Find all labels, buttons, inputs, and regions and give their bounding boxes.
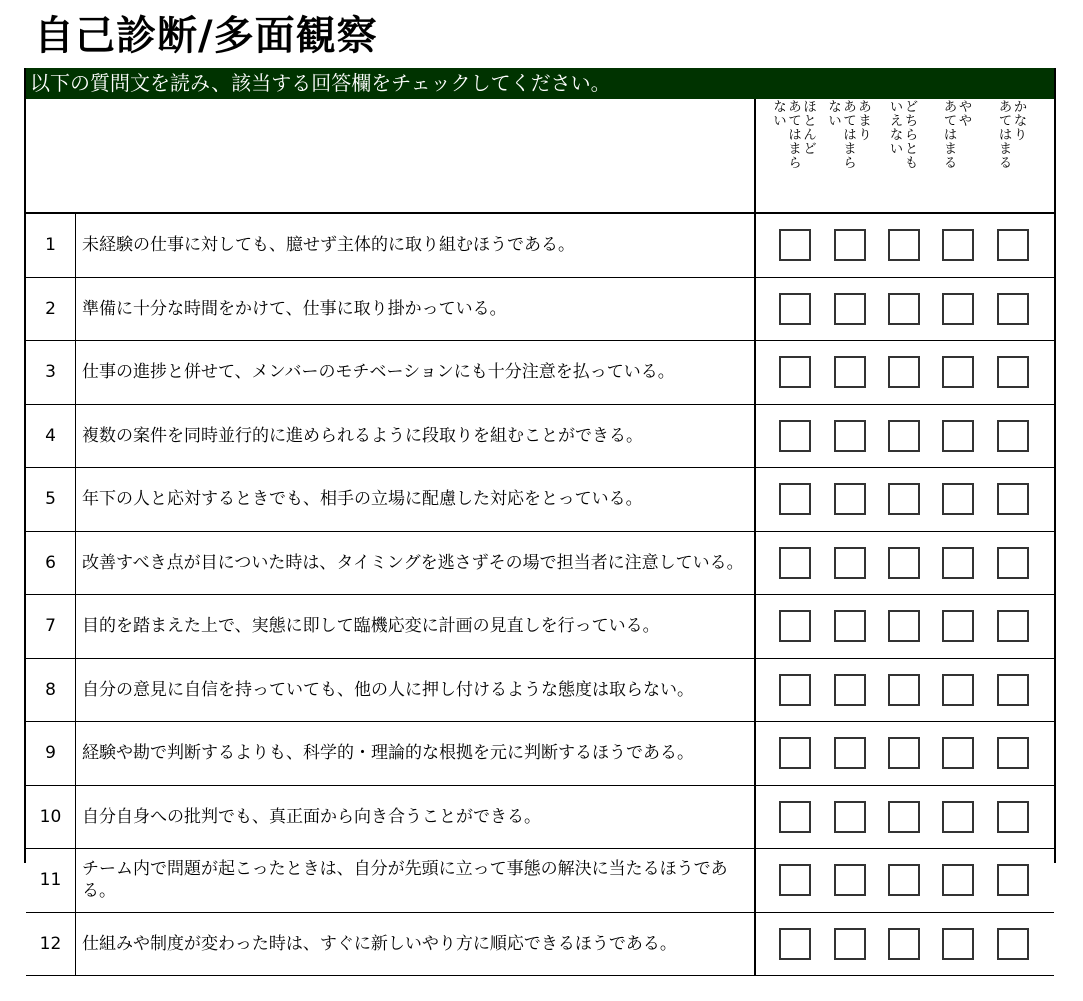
- option-header-line: ど ち ら と も: [904, 100, 918, 171]
- option-header-line: な い: [828, 100, 842, 129]
- answer-checkbox-5[interactable]: [997, 864, 1029, 896]
- question-text-label: 年下の人と応対するときでも、相手の立場に配慮した対応をとっている。: [82, 489, 643, 510]
- question-text: [82, 913, 754, 976]
- answer-checkbox-5[interactable]: [997, 674, 1029, 706]
- option-header-line: や や: [958, 100, 972, 129]
- question-number: 8: [26, 659, 76, 722]
- option-header-line: あ て は ま ら: [788, 100, 802, 171]
- answer-checkbox-1[interactable]: [779, 420, 811, 452]
- question-row: [26, 786, 1054, 850]
- answer-checkbox-5[interactable]: [997, 928, 1029, 960]
- question-number: 4: [26, 405, 76, 468]
- option-header-2: [825, 101, 875, 213]
- answer-checkbox-5[interactable]: [997, 483, 1029, 515]
- answer-checkbox-4[interactable]: [942, 864, 974, 896]
- option-header-line: あ て は ま る: [943, 100, 957, 171]
- answer-checkbox-1[interactable]: [779, 547, 811, 579]
- page-title: 自己診断/多面観察: [34, 13, 378, 59]
- option-header-5: [988, 101, 1038, 213]
- answer-checkbox-2[interactable]: [834, 483, 866, 515]
- answer-divider: [754, 532, 756, 595]
- answer-checkbox-2[interactable]: [834, 801, 866, 833]
- answer-divider: [754, 278, 756, 341]
- answer-checkbox-4[interactable]: [942, 674, 974, 706]
- answer-checkbox-1[interactable]: [779, 610, 811, 642]
- answer-checkbox-4[interactable]: [942, 293, 974, 325]
- answer-checkbox-1[interactable]: [779, 229, 811, 261]
- option-header-line: な い: [773, 100, 787, 129]
- question-row: [26, 278, 1054, 342]
- question-number: 6: [26, 532, 76, 595]
- answer-checkbox-4[interactable]: [942, 483, 974, 515]
- question-row: [26, 849, 1054, 913]
- option-header-4: [933, 101, 983, 213]
- question-list: [26, 214, 1054, 976]
- option-header-line: い え な い: [889, 100, 903, 157]
- answer-checkbox-2[interactable]: [834, 674, 866, 706]
- question-text-label: 準備に十分な時間をかけて、仕事に取り掛かっている。: [82, 298, 507, 319]
- question-text: [82, 214, 754, 277]
- answer-divider: [754, 659, 756, 722]
- answer-checkbox-5[interactable]: [997, 356, 1029, 388]
- answer-checkbox-4[interactable]: [942, 737, 974, 769]
- answer-divider: [754, 405, 756, 468]
- answer-checkbox-5[interactable]: [997, 547, 1029, 579]
- answer-checkbox-1[interactable]: [779, 293, 811, 325]
- answer-divider: [754, 849, 756, 912]
- answer-checkbox-5[interactable]: [997, 420, 1029, 452]
- option-header-line: あ ま り: [858, 100, 872, 143]
- question-row: [26, 214, 1054, 278]
- survey-table: [24, 68, 1056, 954]
- question-text: [82, 786, 754, 849]
- answer-checkbox-5[interactable]: [997, 801, 1029, 833]
- question-row: [26, 532, 1054, 596]
- answer-checkbox-2[interactable]: [834, 293, 866, 325]
- answer-divider: [754, 786, 756, 849]
- question-row: [26, 595, 1054, 659]
- question-row: [26, 722, 1054, 786]
- answer-checkbox-1[interactable]: [779, 483, 811, 515]
- question-text-label: 自分自身への批判でも、真正面から向き合うことができる。: [82, 806, 541, 827]
- question-row: [26, 341, 1054, 405]
- answer-checkbox-4[interactable]: [942, 928, 974, 960]
- option-header-3: [879, 101, 929, 213]
- answer-checkbox-2[interactable]: [834, 864, 866, 896]
- answer-divider: [754, 214, 756, 277]
- answer-divider: [754, 722, 756, 785]
- question-row: [26, 405, 1054, 469]
- answer-checkbox-1[interactable]: [779, 928, 811, 960]
- answer-checkbox-2[interactable]: [834, 928, 866, 960]
- question-text: [82, 341, 754, 404]
- answer-divider: [754, 595, 756, 658]
- answer-checkbox-5[interactable]: [997, 229, 1029, 261]
- header-divider: [754, 99, 756, 212]
- option-header-row: [26, 99, 1054, 214]
- answer-checkbox-5[interactable]: [997, 737, 1029, 769]
- question-text-label: チーム内で問題が起こったときは、自分が先頭に立って事態の解決に当たるほうである。: [82, 859, 728, 902]
- answer-checkbox-3[interactable]: [888, 420, 920, 452]
- question-number: 5: [26, 468, 76, 531]
- answer-checkbox-3[interactable]: [888, 229, 920, 261]
- answer-checkbox-2[interactable]: [834, 356, 866, 388]
- question-text-label: 目的を踏まえた上で、実態に即して臨機応変に計画の見直しを行っている。: [82, 616, 660, 637]
- answer-checkbox-3[interactable]: [888, 737, 920, 769]
- question-text: [82, 849, 754, 912]
- answer-checkbox-1[interactable]: [779, 674, 811, 706]
- question-text: [82, 405, 754, 468]
- answer-divider: [754, 913, 756, 976]
- question-text: [82, 468, 754, 531]
- question-number: 12: [26, 913, 76, 976]
- question-row: [26, 913, 1054, 977]
- option-header-1: [770, 101, 820, 213]
- question-row: [26, 468, 1054, 532]
- answer-checkbox-3[interactable]: [888, 928, 920, 960]
- answer-checkbox-3[interactable]: [888, 293, 920, 325]
- question-text: [82, 278, 754, 341]
- question-text-label: 改善すべき点が目についた時は、タイミングを逃さずその場で担当者に注意している。: [82, 552, 744, 573]
- question-text-label: 自分の意見に自信を持っていても、他の人に押し付けるような態度は取らない。: [82, 679, 694, 700]
- answer-checkbox-2[interactable]: [834, 737, 866, 769]
- question-text-label: 複数の案件を同時並行的に進められるように段取りを組むことができる。: [82, 425, 643, 446]
- question-number: 3: [26, 341, 76, 404]
- answer-divider: [754, 341, 756, 404]
- question-number: 9: [26, 722, 76, 785]
- answer-checkbox-3[interactable]: [888, 674, 920, 706]
- question-text-label: 未経験の仕事に対しても、臆せず主体的に取り組むほうである。: [82, 235, 575, 256]
- answer-checkbox-1[interactable]: [779, 864, 811, 896]
- option-header-line: あ て は ま る: [998, 100, 1012, 171]
- answer-checkbox-1[interactable]: [779, 737, 811, 769]
- answer-checkbox-4[interactable]: [942, 229, 974, 261]
- question-number: 7: [26, 595, 76, 658]
- question-number: 1: [26, 214, 76, 277]
- question-number: 2: [26, 278, 76, 341]
- answer-checkbox-3[interactable]: [888, 801, 920, 833]
- option-header-line: あ て は ま ら: [843, 100, 857, 171]
- answer-checkbox-3[interactable]: [888, 356, 920, 388]
- option-header-line: ほ と ん ど: [803, 100, 817, 157]
- question-text-label: 仕事の進捗と併せて、メンバーのモチベーションにも十分注意を払っている。: [82, 362, 675, 383]
- question-row: [26, 659, 1054, 723]
- answer-checkbox-3[interactable]: [888, 864, 920, 896]
- question-text: [82, 595, 754, 658]
- question-text: [82, 532, 754, 595]
- answer-checkbox-4[interactable]: [942, 801, 974, 833]
- question-number: 11: [26, 849, 76, 912]
- question-text-label: 仕組みや制度が変わった時は、すぐに新しいやり方に順応できるほうである。: [82, 933, 677, 954]
- answer-checkbox-3[interactable]: [888, 483, 920, 515]
- answer-checkbox-5[interactable]: [997, 293, 1029, 325]
- answer-checkbox-4[interactable]: [942, 356, 974, 388]
- question-text: [82, 722, 754, 785]
- answer-checkbox-2[interactable]: [834, 610, 866, 642]
- question-text-label: 経験や勘で判断するよりも、科学的・理論的な根拠を元に判断するほうである。: [82, 743, 694, 764]
- instruction-bar: 以下の質問文を読み、該当する回答欄をチェックしてください。: [26, 68, 1054, 99]
- answer-divider: [754, 468, 756, 531]
- answer-checkbox-4[interactable]: [942, 610, 974, 642]
- question-text: [82, 659, 754, 722]
- answer-checkbox-5[interactable]: [997, 610, 1029, 642]
- option-header-line: か な り: [1013, 100, 1027, 143]
- answer-checkbox-3[interactable]: [888, 547, 920, 579]
- answer-checkbox-2[interactable]: [834, 229, 866, 261]
- answer-checkbox-4[interactable]: [942, 420, 974, 452]
- question-number: 10: [26, 786, 76, 849]
- answer-checkbox-1[interactable]: [779, 801, 811, 833]
- answer-checkbox-2[interactable]: [834, 547, 866, 579]
- answer-checkbox-3[interactable]: [888, 610, 920, 642]
- answer-checkbox-4[interactable]: [942, 547, 974, 579]
- answer-checkbox-1[interactable]: [779, 356, 811, 388]
- answer-checkbox-2[interactable]: [834, 420, 866, 452]
